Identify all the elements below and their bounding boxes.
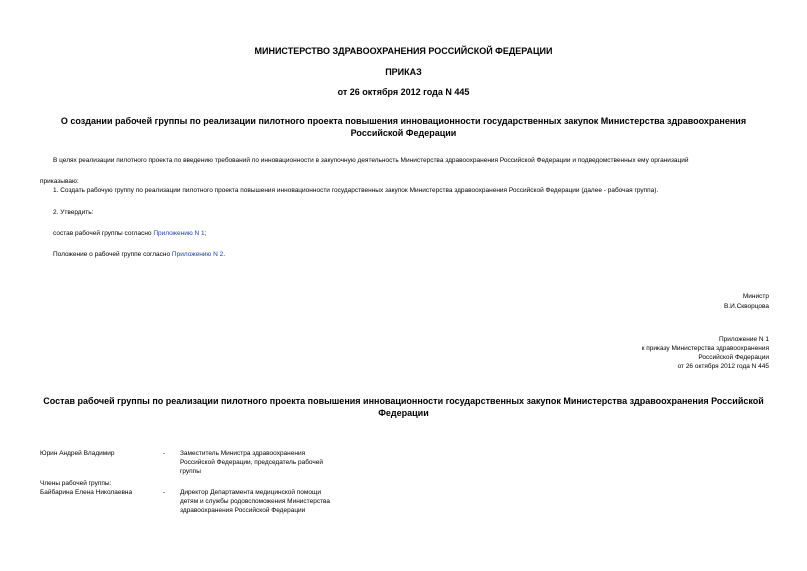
order-title-line-2: Российской Федерации: [350, 128, 457, 138]
composition-title-line-1: Состав рабочей группы по реализации пилотного проекта повышения инновационности государственных закупок Министерства здравоохранения Российской: [43, 396, 764, 406]
approve-item-1-suffix: ;: [204, 230, 207, 237]
member-name: Байбарина Елена Николаевна: [40, 489, 133, 496]
appendix-2-link[interactable]: Приложению N 2: [171, 251, 224, 258]
ministry-heading: МИНИСТЕРСТВО ЗДРАВООХРАНЕНИЯ РОССИЙСКОЙ ФЕДЕРАЦИИ: [254, 46, 553, 56]
approve-item-2-text: Положение о рабочей группе согласно: [53, 251, 172, 258]
member-dash: -: [163, 489, 166, 496]
approve-item-2: [53, 250, 225, 259]
composition-title-line-2: Федерации: [378, 408, 429, 418]
document-type: ПРИКАЗ: [385, 67, 422, 77]
member-role-line: Директор Департамента медицинской помощи: [180, 489, 321, 496]
member-name: Юрин Андрей Владимир: [40, 450, 115, 457]
order-title: [0, 115, 807, 139]
approve-item-2-suffix: .: [223, 251, 226, 258]
order-date-number: от 26 октября 2012 года N 445: [337, 87, 470, 97]
members-label: Члены рабочей группы:: [40, 480, 112, 487]
composition-title: [0, 395, 807, 419]
member-role-line: детям и службы родовспоможения Министерства: [180, 498, 331, 505]
order-title-line-1: О создании рабочей группы по реализации пилотного проекта повышения инновационности государственных закупок Министерства здравоохранения: [60, 116, 747, 126]
appendix-line-4: от 26 октября 2012 года N 445: [677, 363, 769, 370]
appendix-header: [642, 335, 769, 371]
item-1: 1. Создать рабочую группу по реализации пилотного проекта повышения инновационности государственных закупок Министерства здравоохранения Российской Федерации (далее - рабочая группа).: [53, 187, 659, 194]
command-word: приказываю:: [40, 178, 79, 185]
signature-name: В.И.Скворцова: [723, 303, 769, 310]
appendix-line-1: Приложение N 1: [718, 336, 769, 343]
approve-item-1: [53, 229, 206, 238]
member-role-line: группы: [180, 468, 201, 475]
member-role: [180, 449, 323, 476]
preamble: В целях реализации пилотного проекта по введению требований по инновационности в закупочную деятельность Министерства здравоохранения Российской Федерации и подведомственных ему организаций: [53, 157, 689, 164]
member-role-line: Заместитель Министра здравоохранения: [180, 450, 306, 457]
member-role: [180, 488, 330, 515]
member-role-line: Российской Федерации, председатель рабочей: [180, 459, 324, 466]
appendix-1-link[interactable]: Приложению N 1: [153, 230, 205, 237]
member-role-line: здравоохранения Российской Федерации: [180, 507, 306, 514]
approve-item-1-text: состав рабочей группы согласно: [53, 230, 154, 237]
signature-position: Министр: [742, 293, 769, 300]
appendix-line-3: Российской Федерации: [698, 354, 769, 361]
item-2: 2. Утвердить:: [53, 209, 94, 216]
member-dash: -: [163, 450, 166, 457]
appendix-line-2: к приказу Министерства здравоохранения: [641, 345, 769, 352]
